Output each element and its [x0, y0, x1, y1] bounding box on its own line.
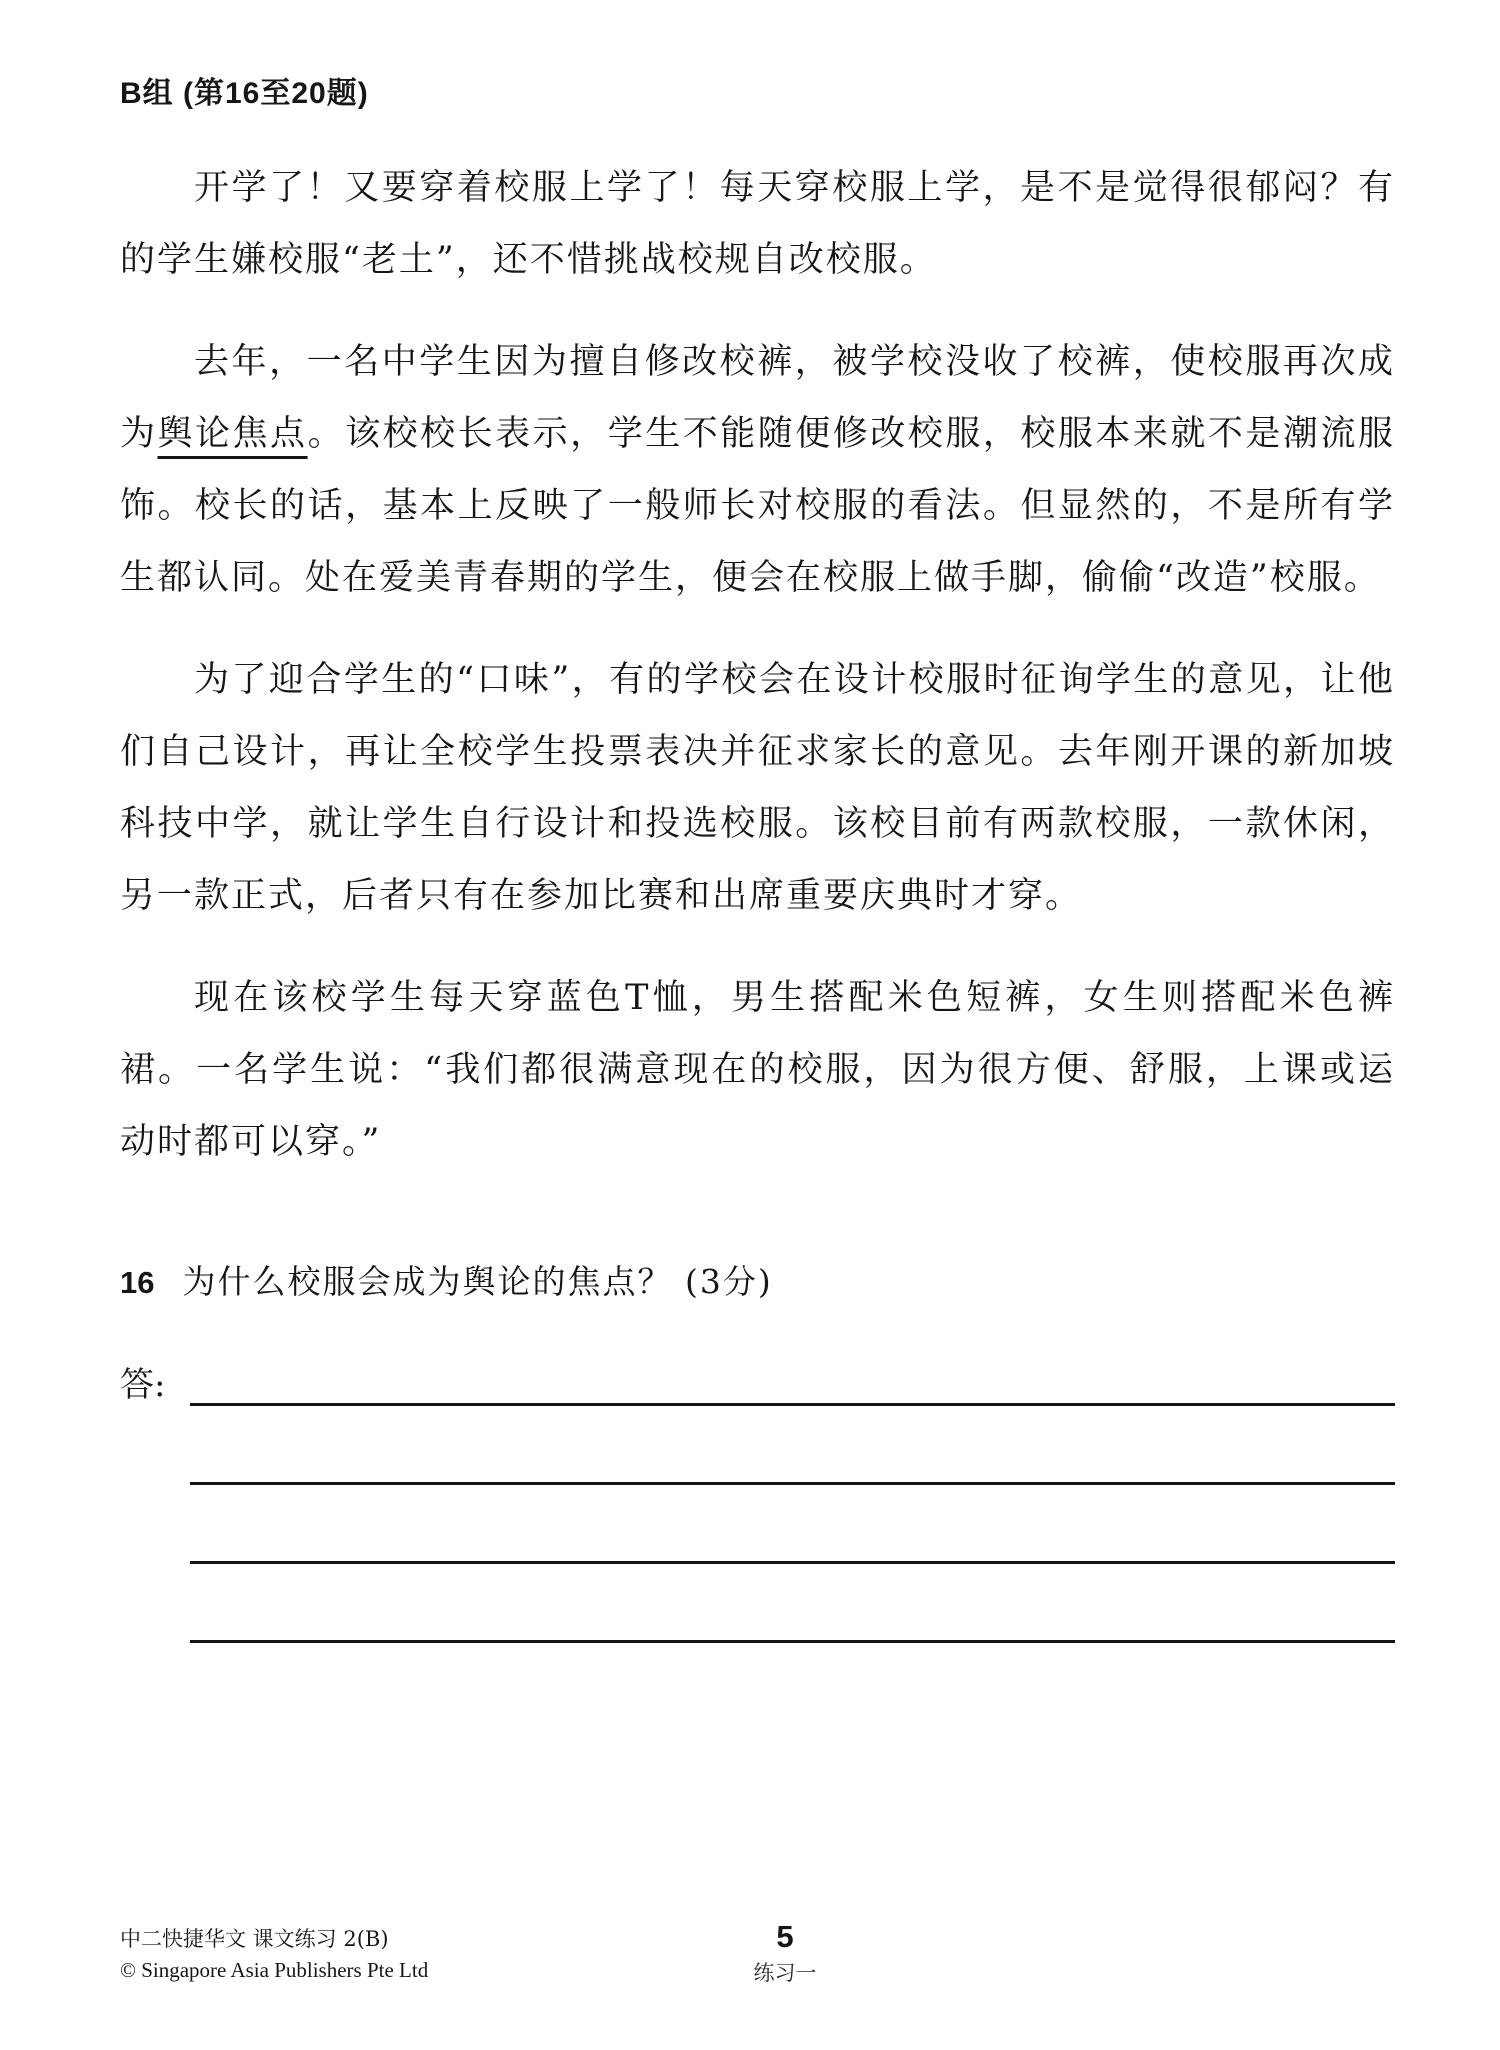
question-text: 为什么校服会成为舆论的焦点？ [182, 1262, 673, 1301]
exercise-label: 练习一 [753, 1961, 817, 1985]
passage-text: 。该校校长表示，学生不能随便修改校服，校服本来就不是潮流服饰。校长的话，基本上反映了一般师长对校服的看法。但显然的，不是所有学生都认同。处在爱美青春期的学生，便会在校服上做手脚，偷偷“改造”校服。 [120, 414, 1395, 598]
footer-book-title: 中二快捷华文 课文练习 2(B) [120, 1927, 389, 1951]
footer-page-block [700, 1920, 870, 1987]
passage-paragraph [120, 152, 1395, 296]
answer-line [190, 1406, 1395, 1485]
passage-paragraph [120, 326, 1395, 614]
answer-line [190, 1564, 1395, 1643]
answer-line [190, 1355, 1395, 1406]
answer-section [120, 1355, 1395, 1643]
section-header: B组 (第16至20题) [120, 77, 369, 110]
passage-paragraph [120, 962, 1395, 1178]
reading-passage [120, 152, 1395, 1178]
answer-lines [190, 1355, 1395, 1643]
answer-line [190, 1485, 1395, 1564]
footer-copyright: © Singapore Asia Publishers Pte Ltd [120, 1958, 429, 1982]
footer-publisher-block [120, 1924, 428, 1986]
passage-paragraph [120, 644, 1395, 932]
question-marks: (3分) [684, 1262, 773, 1301]
page-number: 5 [776, 1919, 794, 1954]
passage-text: 为了迎合学生的“口味”，有的学校会在设计校服时征询学生的意见，让他们自己设计，再让全校学生投票表决并征求家长的意见。去年刚开课的新加坡科技中学，就让学生自行设计和投选校服。该校目前有两款校服，一款休闲，另一款正式，后者只有在参加比赛和出席重要庆典时才穿。 [120, 660, 1395, 916]
passage-text: 去年，一名中学生因为擅自修改校裤，被学校没收了校裤，使校服再次成为 [120, 342, 1395, 454]
question-16 [120, 1256, 1395, 1303]
question-number: 16 [120, 1265, 155, 1300]
passage-text: 现在该校学生每天穿蓝色T恤，男生搭配米色短裤，女生则搭配米色裤裙。一名学生说：“我们都很满意现在的校服，因为很方便、舒服，上课或运动时都可以穿。” [120, 978, 1395, 1162]
passage-text: 开学了！又要穿着校服上学了！每天穿校服上学，是不是觉得很郁闷？有的学生嫌校服“老土”，还不惜挑战校规自改校服。 [120, 168, 1395, 280]
answer-label: 答: [120, 1365, 166, 1405]
underlined-term: 舆论焦点 [157, 414, 308, 454]
